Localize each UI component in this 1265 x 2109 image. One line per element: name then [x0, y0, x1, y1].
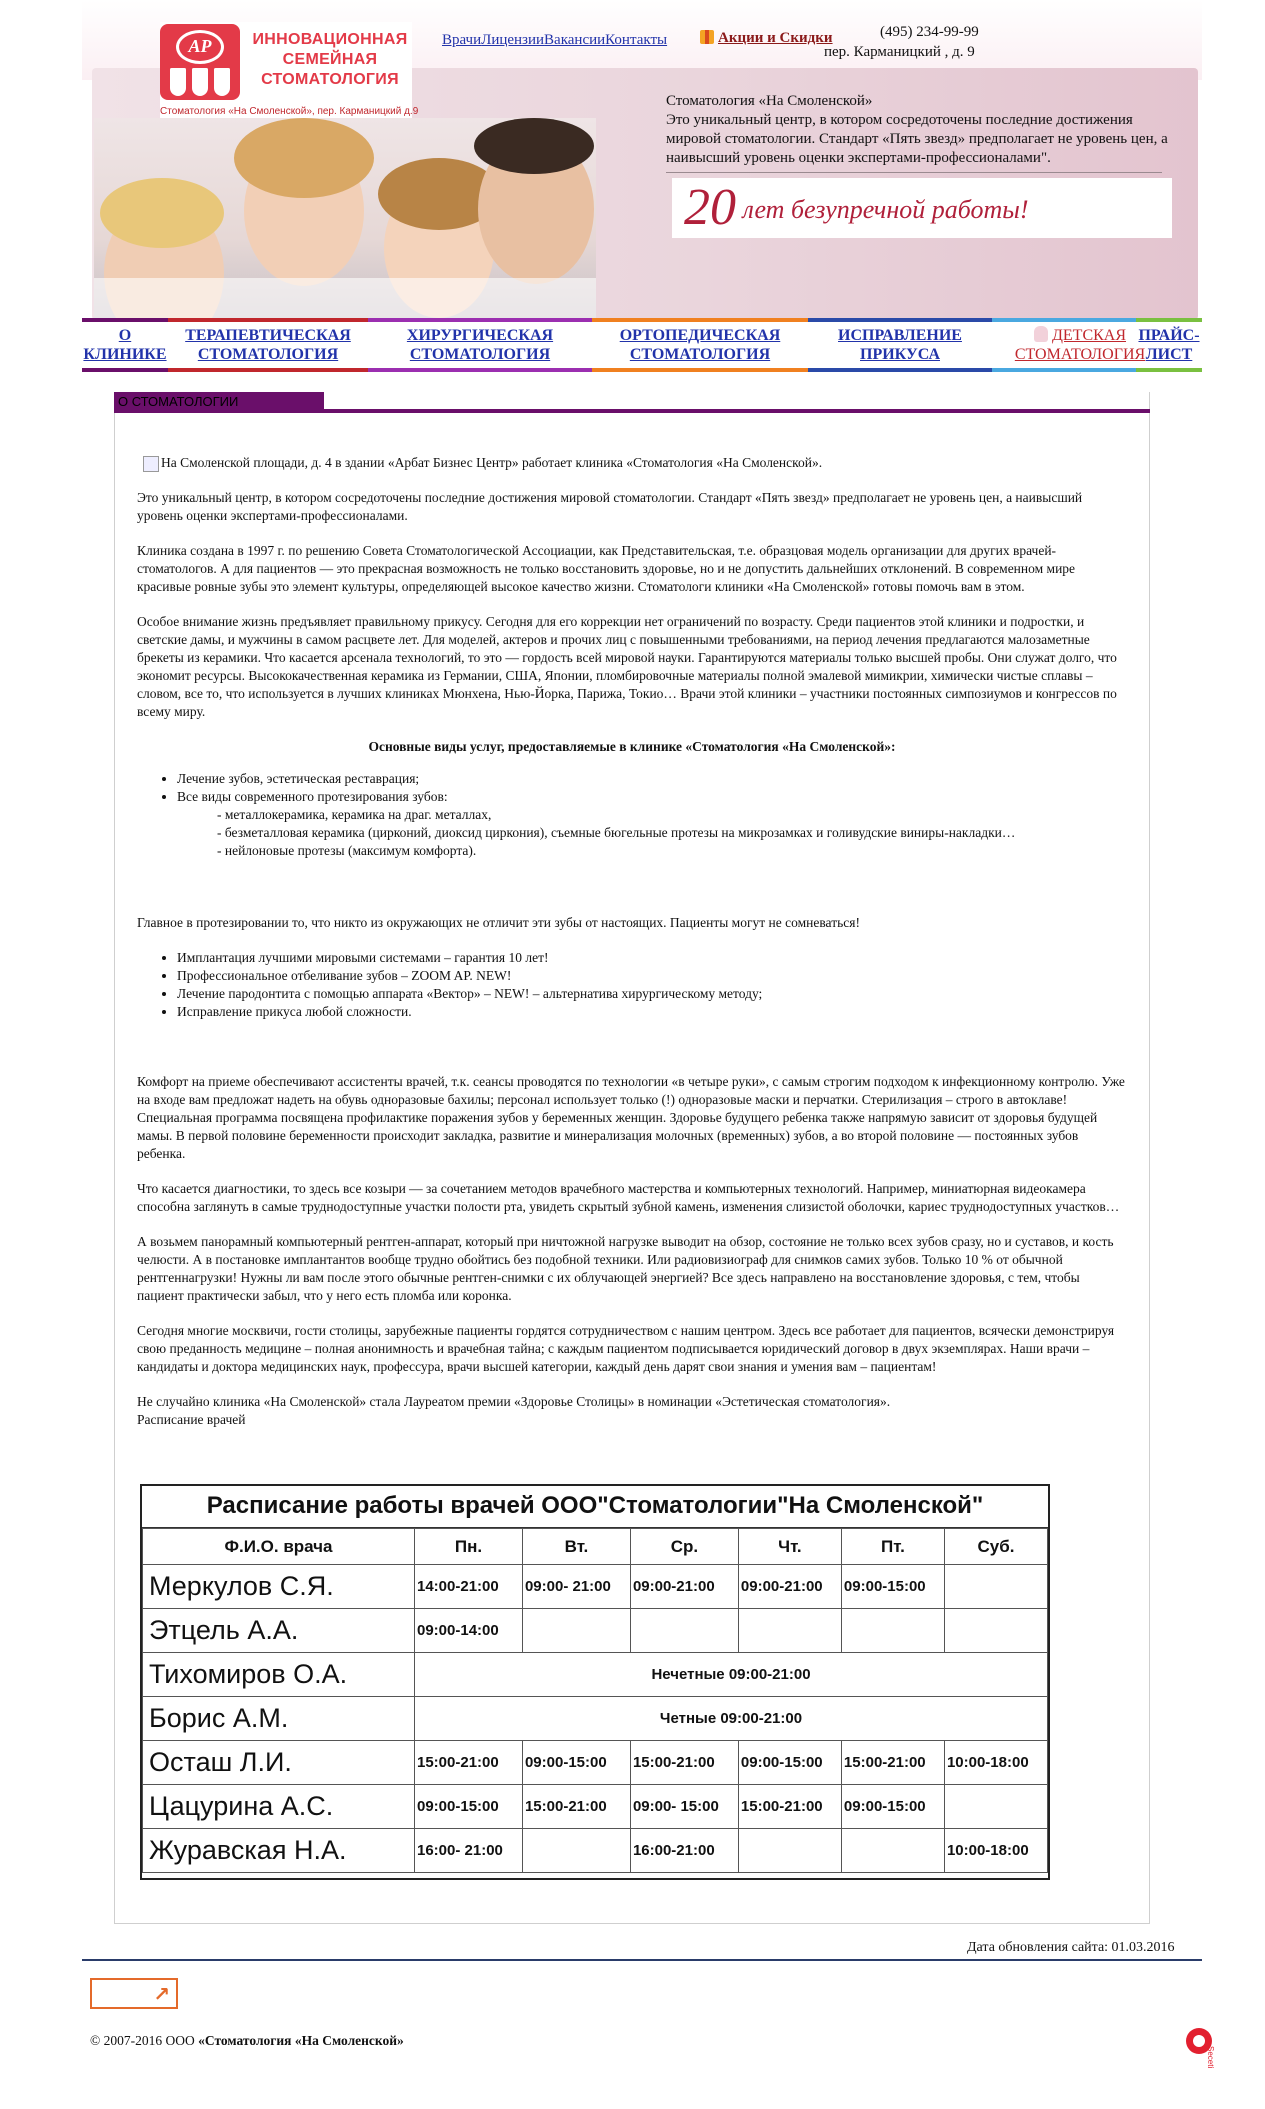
- nav-price[interactable]: [1136, 318, 1202, 372]
- table-row: [143, 1653, 1048, 1697]
- article-paragraph: Что касается диагностики, то здесь все козыри — за сочетанием методов врачебного мастерства и компьютерных технологий. Например, миниатюрная видеокамера способна заглянуть в самые труднодоступные участки полости рта, увидеть скрытый зубной камень, изменения слизистой оболочки, кариес труднодоступных участков…: [137, 1181, 1120, 1214]
- table-cell: 09:00-15:00: [738, 1741, 841, 1785]
- article-paragraph: Не случайно клиника «На Смоленской» стала Лауреатом премии «Здоровье Столицы» в номинации «Эстетическая стоматология».: [137, 1394, 891, 1409]
- footer-divider: [82, 1959, 1202, 1961]
- table-cell: 14:00-21:00: [415, 1565, 523, 1609]
- doctor-name: Этцель А.А.: [143, 1609, 415, 1653]
- clinic-logo[interactable]: [160, 22, 419, 118]
- nav-surgical[interactable]: [368, 318, 592, 372]
- features-list: [137, 949, 1127, 1021]
- article-paragraph: Клиника создана в 1997 г. по решению Совета Стоматологической Ассоциации, как Представительская, т.е. образцовая модель организации для других врачей-стоматологов. А для пациентов — это прекрасная возможность не только восстановить здоровье, но и не допустить дальнейших отклонений. В современном мире красивые ровные зубы это элемент культуры, определяющей высокое качество жизни. Стоматологи клиники «На Смоленской» готовы помочь вам в этом.: [137, 543, 1076, 594]
- logo-title: ИННОВАЦИОННАЯ СЕМЕЙНАЯ СТОМАТОЛОГИЯ: [252, 31, 408, 88]
- schedule-caption: Расписание врачей: [137, 1412, 246, 1427]
- table-row: [143, 1697, 1048, 1741]
- table-cell: 15:00-21:00: [841, 1741, 944, 1785]
- nav-bite[interactable]: [808, 318, 992, 372]
- sub-item: - безметалловая керамика (цирконий, диоксид циркония), съемные бюгельные протезы на микрозамках и голивудские виниры-накладки…: [217, 825, 1016, 840]
- link-vacancies[interactable]: Вакансии: [544, 32, 606, 48]
- table-row: [143, 1829, 1048, 1873]
- schedule-table: [140, 1484, 1050, 1880]
- header-cell: Ф.И.О. врача: [143, 1529, 415, 1565]
- link-doctors[interactable]: Врачи: [442, 32, 482, 48]
- logo-subtitle: Стоматология «На Смоленской», пер. Карманицкий д.9: [160, 106, 419, 117]
- contact-info: [824, 22, 979, 62]
- article-body: [137, 454, 1127, 1429]
- table-cell: 15:00-21:00: [630, 1741, 738, 1785]
- logo-mark-icon: AP: [160, 24, 240, 100]
- table-header-row: [143, 1529, 1048, 1565]
- banner-title: Стоматология «На Смоленской»: [666, 93, 873, 109]
- table-row: [143, 1609, 1048, 1653]
- gift-icon: [700, 30, 714, 44]
- nav-about[interactable]: [82, 318, 168, 372]
- list-item: • Все виды современного протезирования зубов: - металлокерамика, керамика на драг. металлах, - безметалловая керамика (цирконий, диоксид циркония), съемные бюгельные протезы на микрозамках и голивудские виниры-накладки… - нейлоновые протезы (максимум комфорта).: [177, 788, 1127, 860]
- schedule-title: Расписание работы врачей ООО"Стоматологии"На Смоленской": [142, 1486, 1048, 1528]
- table-row: [143, 1741, 1048, 1785]
- table-cell: 10:00-18:00: [944, 1741, 1047, 1785]
- tooth-icon: [1034, 326, 1048, 342]
- table-cell: 15:00-21:00: [415, 1741, 523, 1785]
- table-cell: 09:00-15:00: [841, 1565, 944, 1609]
- doctor-name: Осташ Л.И.: [143, 1741, 415, 1785]
- table-cell: 10:00-18:00: [944, 1829, 1047, 1873]
- table-cell: 09:00-21:00: [630, 1565, 738, 1609]
- nav-bite-link[interactable]: ИСПРАВЛЕНИЕ ПРИКУСА: [838, 327, 962, 363]
- sub-item: - нейлоновые протезы (максимум комфорта).: [217, 843, 477, 858]
- doctor-name: Журавская Н.А.: [143, 1829, 415, 1873]
- arrow-icon: ↗: [153, 1982, 170, 2006]
- site-updated: Дата обновления сайта: 01.03.2016: [967, 1940, 1175, 1955]
- article-paragraph: Комфорт на приеме обеспечивают ассистенты врачей, т.к. сеансы проводятся по технологии «в четыре руки», с самым строгим подходом к инфекционному контролю. Уже на входе вам предложат надеть на обувь одноразовые бахилы; персонал использует только (!) одноразовые маски и перчатки. Стерилизация – строго в автоклаве! Специальная программа посвящена профилактике поражения зубов у беременных женщин. Здоровье будущего ребенка также напрямую зависит от здоровья будущей мамы. В первой половине беременности происходит закладка, развитие и минерализация молочных (временных) зубов, а во второй половине — постоянных зубов ребенка.: [137, 1074, 1125, 1161]
- table-cell: 09:00-15:00: [522, 1741, 630, 1785]
- header-cell: Чт.: [738, 1529, 841, 1565]
- promo-link[interactable]: Акции и Скидки: [718, 30, 833, 46]
- table-cell: [522, 1609, 630, 1653]
- copyright: © 2007-2016 ООО «Стоматология «На Смоленской»: [90, 2033, 404, 2048]
- promo-link-wrap: [700, 30, 833, 47]
- list-item: • Профессиональное отбеливание зубов – ZOOM AP. NEW!: [177, 967, 1127, 985]
- sub-item: - металлокерамика, керамика на драг. металлах,: [217, 807, 492, 822]
- broken-image-icon: [143, 456, 159, 472]
- article-paragraph: Сегодня многие москвичи, гости столицы, зарубежные пациенты гордятся сотрудничеством с нашим центром. Здесь все работает для пациентов, всячески демонстрируя свою преданность медицине – полная анонимность и врачебная тайна; с каждым пациентом подписывается юридический договор в двух экземплярах. Наши врачи – кандидаты и доктора медицинских наук, профессура, врачи высшей категории, каждый день дарят свои знания и умения вам – пациентам!: [137, 1323, 1115, 1374]
- doctor-name: Тихомиров О.А.: [143, 1653, 415, 1697]
- main-nav: [82, 318, 1202, 372]
- table-cell: 16:00- 21:00: [415, 1829, 523, 1873]
- banner-slogan: [672, 178, 1172, 238]
- table-cell: [944, 1565, 1047, 1609]
- visit-counter[interactable]: [90, 1978, 178, 2009]
- table-row: [143, 1565, 1048, 1609]
- banner-text: [666, 92, 1176, 168]
- table-cell: [841, 1609, 944, 1653]
- header-cell: Вт.: [522, 1529, 630, 1565]
- table-row: [143, 1785, 1048, 1829]
- doctor-name: Борис А.М.: [143, 1697, 415, 1741]
- developer-badge-text: Seceti: [1206, 2046, 1215, 2069]
- nav-orthopedic-link[interactable]: ОРТОПЕДИЧЕСКАЯ СТОМАТОЛОГИЯ: [619, 327, 781, 363]
- slogan-text: лет безупречной работы!: [742, 195, 1029, 224]
- nav-therapeutic[interactable]: [168, 318, 368, 372]
- table-cell: Четные 09:00-21:00: [415, 1697, 1048, 1741]
- list-item: • Лечение пародонтита с помощью аппарата «Вектор» – NEW! – альтернатива хирургическому методу;: [177, 985, 1127, 1003]
- table-cell: 09:00- 15:00: [630, 1785, 738, 1829]
- nav-kids-link[interactable]: ДЕТСКАЯ СТОМАТОЛОГИЯ: [1014, 327, 1146, 363]
- table-cell: 09:00-15:00: [841, 1785, 944, 1829]
- header-cell: Пн.: [415, 1529, 523, 1565]
- article-paragraph: Особое внимание жизнь предъявляет правильному прикусу. Сегодня для его коррекции нет ограничений по возрасту. Среди пациентов этой клиники и подростки, и светские дамы, и мужчины в самом расцвете лет. Для моделей, актеров и прочих лиц с повышенными требованиями, на период лечения предлагаются малозаметные брекеты из керамики. Что касается арсенала технологий, то это — гордость всей мировой науки. Гарантируются материалы только высшей пробы. Они служат долго, что экономит ресурсы. Высококачественная керамика из Германии, США, Японии, пломбировочные материалы полной эмалевой мимикрии, химически чистые сплавы – словом, все то, что используется в лучших клиниках Мюнхена, Нью-Йорка, Парижа, Токио… Врачи этой клиники – участники постоянных симпозиумов и конгрессов по всему миру.: [137, 614, 1117, 719]
- table-cell: 09:00-21:00: [738, 1565, 841, 1609]
- article-paragraph: А возьмем панорамный компьютерный рентген-аппарат, который при ничтожной нагрузке выводит на обзор, состояние не только всех зубов сразу, но и суставов, и кость челюсти. А в постановке имплантантов вообще трудно обойтись без подобной техники. Или радиовизиограф для снимков самих зубов. Только 10 % от обычной рентгеннагрузки! Нужны ли вам после этого обычные рентген-снимки с их облучающей энергией? Все здесь направлено на восстановление здоровья, с тем, чтобы пациент практически забыл, что у него есть пломба или коронка.: [137, 1234, 1114, 1303]
- doctor-name: Меркулов С.Я.: [143, 1565, 415, 1609]
- developer-badge[interactable]: [1186, 2026, 1215, 2069]
- slogan-number: 20: [684, 179, 736, 236]
- list-item: • Исправление прикуса любой сложности.: [177, 1003, 1127, 1021]
- nav-therapeutic-link[interactable]: ТЕРАПЕВТИЧЕСКАЯ СТОМАТОЛОГИЯ: [185, 327, 351, 363]
- link-contacts[interactable]: Контакты: [605, 32, 668, 48]
- list-item: • Имплантация лучшими мировыми системами – гарантия 10 лет!: [177, 949, 1127, 967]
- table-cell: 16:00-21:00: [630, 1829, 738, 1873]
- list-item: • Лечение зубов, эстетическая реставрация;: [177, 770, 1127, 788]
- address: пер. Карманицкий , д. 9: [824, 44, 975, 60]
- table-cell: [738, 1609, 841, 1653]
- nav-about-link[interactable]: О КЛИНИКЕ: [83, 327, 167, 363]
- table-cell: Нечетные 09:00-21:00: [415, 1653, 1048, 1697]
- header-cell: Суб.: [944, 1529, 1047, 1565]
- article-intro: На Смоленской площади, д. 4 в здании «Арбат Бизнес Центр» работает клиника «Стоматология «На Смоленской».: [137, 454, 1127, 472]
- services-list: [137, 770, 1127, 860]
- nav-price-link[interactable]: ПРАЙС- ЛИСТ: [1138, 327, 1200, 363]
- top-links: [442, 32, 667, 49]
- phone-number: (495) 234-99-99: [880, 24, 979, 40]
- table-cell: 09:00- 21:00: [522, 1565, 630, 1609]
- table-cell: [630, 1609, 738, 1653]
- nav-surgical-link[interactable]: ХИРУРГИЧЕСКАЯ СТОМАТОЛОГИЯ: [406, 327, 554, 363]
- table-cell: [944, 1785, 1047, 1829]
- table-cell: 09:00-14:00: [415, 1609, 523, 1653]
- table-cell: 15:00-21:00: [738, 1785, 841, 1829]
- family-photo: [94, 118, 596, 318]
- article-paragraph: Это уникальный центр, в котором сосредоточены последние достижения мировой стоматологии. Стандарт «Пять звезд» предполагает не уровень цен, а наивысший уровень оценки экспертами-профессионалами.: [137, 490, 1083, 523]
- table-cell: [522, 1829, 630, 1873]
- header-cell: Пт.: [841, 1529, 944, 1565]
- link-licenses[interactable]: Лицензии: [481, 32, 545, 48]
- header-cell: Ср.: [630, 1529, 738, 1565]
- table-cell: [944, 1609, 1047, 1653]
- nav-orthopedic[interactable]: [592, 318, 808, 372]
- table-cell: [738, 1829, 841, 1873]
- services-heading: Основные виды услуг, предоставляемые в клинике «Стоматология «На Смоленской»:: [368, 739, 896, 754]
- table-cell: [841, 1829, 944, 1873]
- doctor-name: Цацурина А.С.: [143, 1785, 415, 1829]
- table-cell: 09:00-15:00: [415, 1785, 523, 1829]
- section-tab: О СТОМАТОЛОГИИ: [114, 392, 324, 412]
- banner-description: Это уникальный центр, в котором сосредоточены последние достижения мировой стоматологии. Стандарт «Пять звезд» предполагает не уровень цен, а наивысший уровень оценки экспертами-профессионалами".: [666, 112, 1168, 166]
- table-cell: 15:00-21:00: [522, 1785, 630, 1829]
- banner-divider: [666, 172, 1162, 173]
- article-paragraph: Главное в протезировании то, что никто из окружающих не отличит эти зубы от настоящих. Пациенты могут не сомневаться!: [137, 915, 860, 930]
